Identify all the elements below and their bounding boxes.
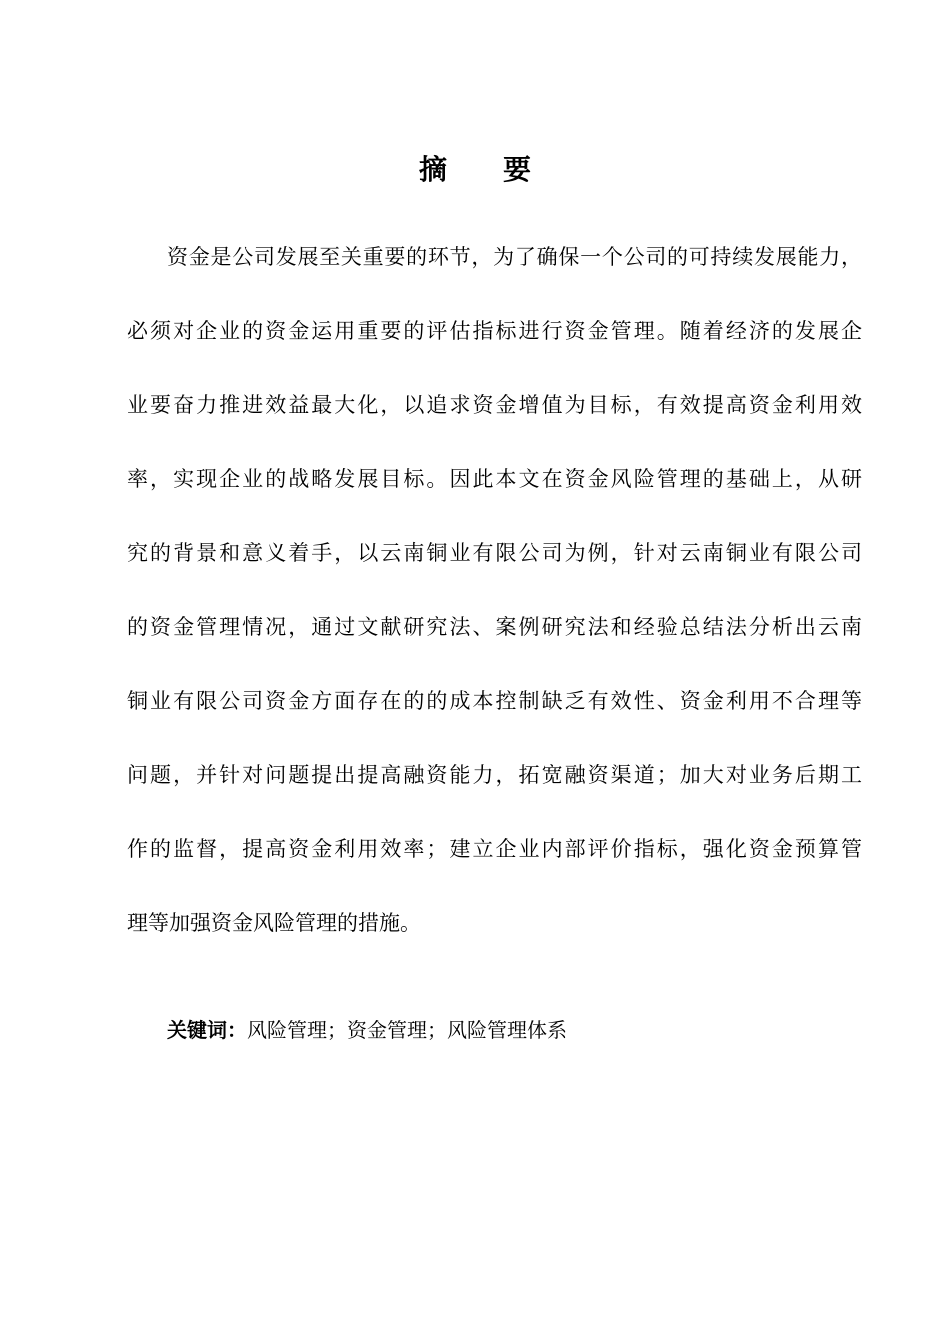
keywords-label: 关键词：: [167, 1018, 247, 1042]
abstract-line: 业要奋力推进效益最大化，以追求资金增值为目标，有效提高资金利用效: [127, 393, 862, 417]
abstract-line: 问题，并针对问题提出提高融资能力，拓宽融资渠道；加大对业务后期工: [127, 763, 862, 787]
abstract-line: 铜业有限公司资金方面存在的的成本控制缺乏有效性、资金利用不合理等: [127, 689, 862, 713]
abstract-line: 必须对企业的资金运用重要的评估指标进行资金管理。随着经济的发展企: [127, 319, 862, 343]
keywords-paragraph: [167, 1005, 867, 1055]
abstract-line: 作的监督，提高资金利用效率；建立企业内部评价指标，强化资金预算管: [127, 837, 862, 861]
keywords-text: 风险管理；资金管理；风险管理体系: [247, 1018, 567, 1042]
abstract-line: 率，实现企业的战略发展目标。因此本文在资金风险管理的基础上，从研: [127, 467, 862, 491]
abstract-title: 摘 要: [418, 153, 545, 186]
abstract-line: 的资金管理情况，通过文献研究法、案例研究法和经验总结法分析出云南: [127, 615, 862, 639]
abstract-line: 资金是公司发展至关重要的环节，为了确保一个公司的可持续发展能力，: [167, 245, 862, 269]
abstract-line: 理等加强资金风险管理的措施。: [127, 911, 421, 935]
abstract-line: 究的背景和意义着手，以云南铜业有限公司为例，针对云南铜业有限公司: [127, 541, 862, 565]
abstract-body: [127, 232, 862, 972]
